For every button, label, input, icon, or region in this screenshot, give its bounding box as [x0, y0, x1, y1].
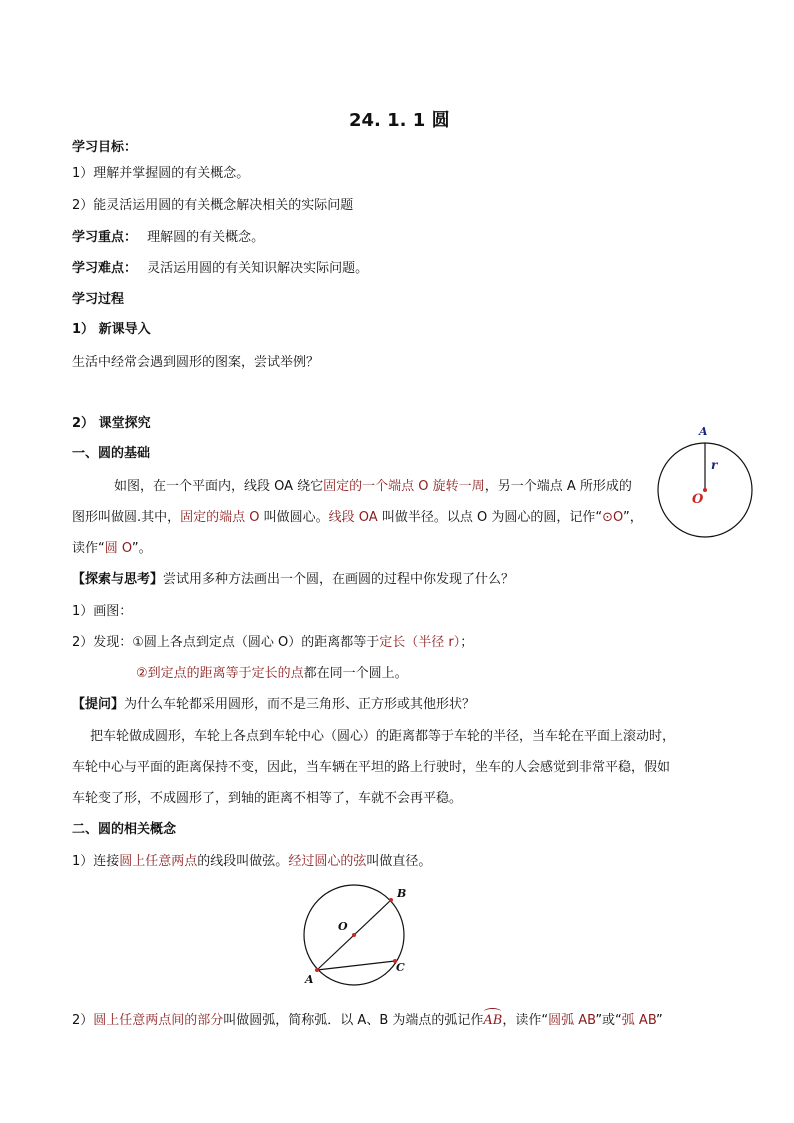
definition-line-2 [72, 509, 643, 527]
point-a-dot [315, 968, 319, 972]
answer-line-3: 车轮变了形，不成圆形了，到轴的距离不相等了，车就不会再平稳。 [72, 791, 463, 806]
think-tag: 【探索与思考】 [72, 572, 164, 587]
discover2-a: ②到定点的距离等于定长的点 [136, 666, 304, 681]
p2-d: AB [483, 1013, 503, 1028]
p1-e: 叫做直径。 [366, 854, 432, 869]
def-l1-b: 固定的一个端点 O [323, 479, 429, 494]
key-point [72, 229, 264, 247]
def-l2-a: 图形叫做圆.其中， [72, 510, 181, 525]
discover-c: ； [460, 635, 474, 650]
def-l2-f: ⊙O [602, 510, 623, 525]
arc-ab-notation [483, 1012, 502, 1030]
objectives-label: 学习目标： [72, 140, 138, 155]
page-title: 24. 1. 1 圆 [349, 110, 450, 131]
p2-h: 弧 AB [621, 1013, 657, 1028]
difficulty-text: 灵活运用圆的有关知识解决实际问题。 [147, 261, 369, 276]
def-l3-c: ”。 [131, 541, 152, 556]
section2-heading: 二、圆的相关概念 [72, 822, 177, 837]
p2-c: 叫做圆弧，简称弧．以 A、B 为端点的弧记作 [223, 1013, 484, 1028]
think-line [72, 571, 514, 589]
process-label: 学习过程 [72, 292, 125, 307]
label-a: A [699, 425, 708, 438]
question-text: 为什么车轮都采用圆形，而不是三角形、正方形或其他形状？ [124, 697, 476, 712]
discover-line-1 [72, 634, 473, 652]
p1-b: 圆上任意两点 [119, 854, 198, 869]
def-l3-a: 读作“ [72, 541, 105, 556]
difficulty-label: 学习难点： [72, 261, 138, 276]
p1-c: 的线段叫做弦。 [197, 854, 289, 869]
p2-g: ”或“ [595, 1013, 622, 1028]
objective-item-1: 1）理解并掌握圆的有关概念。 [72, 166, 250, 181]
arc-definition [72, 1012, 663, 1030]
label-o: O [692, 492, 704, 507]
discover-b: 定长（半径 r） [379, 635, 461, 650]
label-a-2: A [305, 973, 314, 986]
def-l2-d: 线段 OA [328, 510, 378, 525]
def-l2-g: ”， [622, 510, 643, 525]
label-c-2: C [396, 961, 405, 974]
label-r: r [711, 458, 718, 472]
definition-line-1 [114, 478, 632, 496]
circle-figure-2 [295, 880, 425, 990]
draw-line: 1）画图： [72, 604, 133, 619]
p2-i: ” [656, 1013, 663, 1028]
discover2-b: 都在同一个圆上。 [303, 666, 408, 681]
def-l2-e: 叫做半径。以点 O 为圆心的圆，记作“ [377, 510, 603, 525]
intro-heading: 1） 新课导入 [72, 322, 151, 337]
discover-line-2 [136, 665, 408, 683]
def-l1-c: 旋转一周 [428, 479, 485, 494]
question-line [72, 696, 475, 714]
explore-heading: 2） 课堂探究 [72, 416, 151, 431]
def-l1-a: 如图，在一个平面内，线段 OA 绕它 [114, 479, 324, 494]
def-l2-b: 固定的端点 O [180, 510, 260, 525]
key-point-label: 学习重点： [72, 230, 138, 245]
center-dot [703, 488, 707, 492]
def-l3-b: 圆 O [104, 541, 132, 556]
think-text: 尝试用多种方法画出一个圆，在画圆的过程中你发现了什么？ [163, 572, 515, 587]
arc-symbol [484, 1008, 501, 1015]
p1-d: 经过圆心的弦 [288, 854, 367, 869]
definition-line-3 [72, 540, 152, 558]
center-dot-2 [352, 933, 356, 937]
answer-line-1: 把车轮做成圆形，车轮上各点到车轮中心（圆心）的距离都等于车轮的半径，当车轮在平面上滚动时， [90, 729, 676, 744]
section1-heading: 一、圆的基础 [72, 446, 151, 461]
label-b-2: B [397, 887, 407, 900]
p2-e: ，读作“ [502, 1013, 549, 1028]
difficulty [72, 260, 368, 278]
p1-a: 1）连接 [72, 854, 120, 869]
objective-item-2: 2）能灵活运用圆的有关概念解决相关的实际问题 [72, 198, 354, 213]
chord-ac [317, 961, 395, 970]
def-l1-d: ，另一个端点 A 所形成的 [484, 479, 632, 494]
chord-definition [72, 853, 431, 871]
def-l2-c: 叫做圆心。 [259, 510, 329, 525]
point-b-dot [389, 898, 393, 902]
key-point-text: 理解圆的有关概念。 [147, 230, 265, 245]
discover-a: 2）发现：①圆上各点到定点（圆心 O）的距离都等于 [72, 635, 380, 650]
circle-figure-1 [650, 420, 760, 540]
p2-b: 圆上任意两点间的部分 [93, 1013, 224, 1028]
p2-f: 圆弧 AB [548, 1013, 596, 1028]
answer-line-2: 车轮中心与平面的距离保持不变，因此，当车辆在平坦的路上行驶时，坐车的人会感觉到非常平稳，假如 [72, 760, 671, 775]
question-tag: 【提问】 [72, 697, 125, 712]
intro-text: 生活中经常会遇到圆形的图案，尝试举例？ [72, 355, 320, 370]
label-o-2: O [338, 920, 348, 933]
p2-a: 2） [72, 1013, 94, 1028]
